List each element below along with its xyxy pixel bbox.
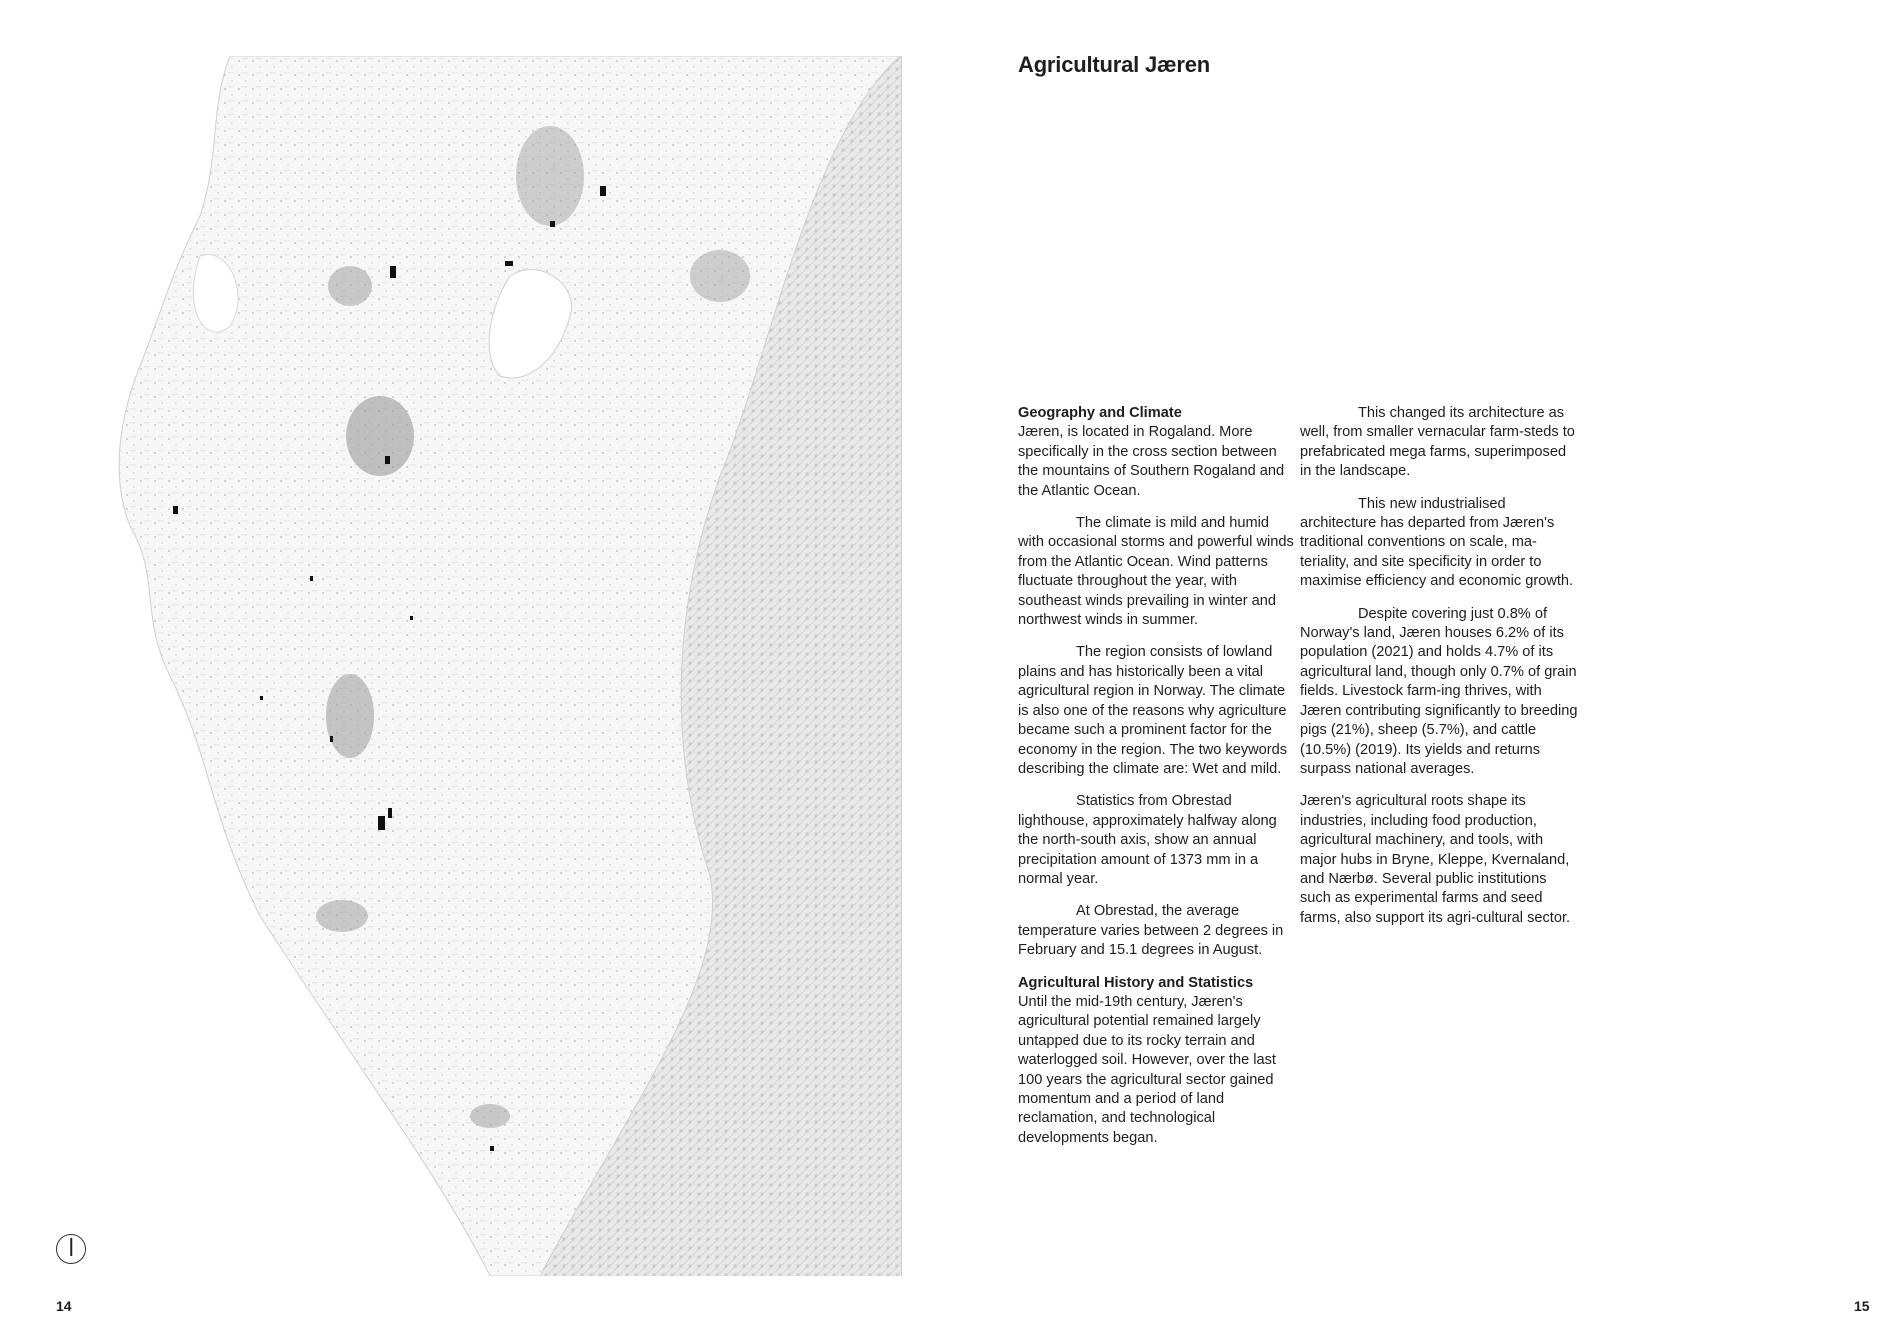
terrain-map-graphic bbox=[110, 56, 902, 1276]
page-number-right: 15 bbox=[1854, 1298, 1870, 1314]
paragraph: Jæren, is located in Rogaland. More specifically in the cross section between the mountains of Southern Rogaland and the Atlantic Ocean. bbox=[1018, 424, 1285, 499]
terrain-map bbox=[110, 56, 902, 1276]
paragraph: This changed its architecture as well, from smaller vernacular farm-steds to prefabricated mega farms, superimposed in the landscape. bbox=[1300, 405, 1575, 480]
north-arrow-icon bbox=[56, 1234, 86, 1264]
paragraph: The region consists of lowland plains and has historically been a vital agricultural region in Norway. The climate is also one of the reasons why agriculture became such a prominent factor for the economy in the region. The two keywords describing the climate are: Wet and mild. bbox=[1018, 644, 1288, 777]
paragraph: Despite covering just 0.8% of Norway's land, Jæren houses 6.2% of its population (2021) and holds 4.7% of its agricultural land, though only 0.7% of grain fields. Livestock farm-ing thrives, with Jæren contributing significantly to breeding pigs (21%), sheep (5.7%), and cattle (10.5%) (2019). Its yields and returns surpass national averages. bbox=[1300, 605, 1578, 777]
section-heading-geography: Geography and Climate bbox=[1018, 405, 1182, 421]
page-number-left: 14 bbox=[56, 1298, 72, 1314]
section-heading-history: Agricultural History and Statistics bbox=[1018, 974, 1254, 991]
text-column-1 bbox=[1018, 404, 1296, 1161]
page-title: Agricultural Jæren bbox=[1018, 52, 1211, 77]
paragraph: At Obrestad, the average temperature varies between 2 degrees in February and 15.1 degrees in August. bbox=[1018, 903, 1284, 959]
text-column-2 bbox=[1300, 404, 1578, 941]
paragraph: This new industrialised architecture has departed from Jæren's traditional conventions on scale, ma-teriality, and site specificity in order to maximise efficiency and economic growth. bbox=[1300, 495, 1574, 590]
paragraph: Jæren's agricultural roots shape its industries, including food production, agricultural machinery, and tools, with major hubs in Bryne, Kleppe, Kvernaland, and Nærbø. Several public institutions such as experimental farms and seed farms, also support its agri-cultural sector. bbox=[1300, 793, 1571, 926]
paragraph: Statistics from Obrestad lighthouse, approximately halfway along the north-south axis, show an annual precipitation amount of 1373 mm in a normal year. bbox=[1018, 793, 1277, 887]
paragraph: The climate is mild and humid with occasional storms and powerful winds from the Atlantic Ocean. Wind patterns fluctuate throughout the year, with southeast winds prevailing in winter and northwest winds in summer. bbox=[1018, 515, 1294, 629]
paragraph: Until the mid-19th century, Jæren's agricultural potential remained largely untapped due to its rocky terrain and waterlogged soil. However, over the last 100 years the agricultural sector gained momentum and a period of land reclamation, and technological developments began. bbox=[1018, 993, 1276, 1146]
